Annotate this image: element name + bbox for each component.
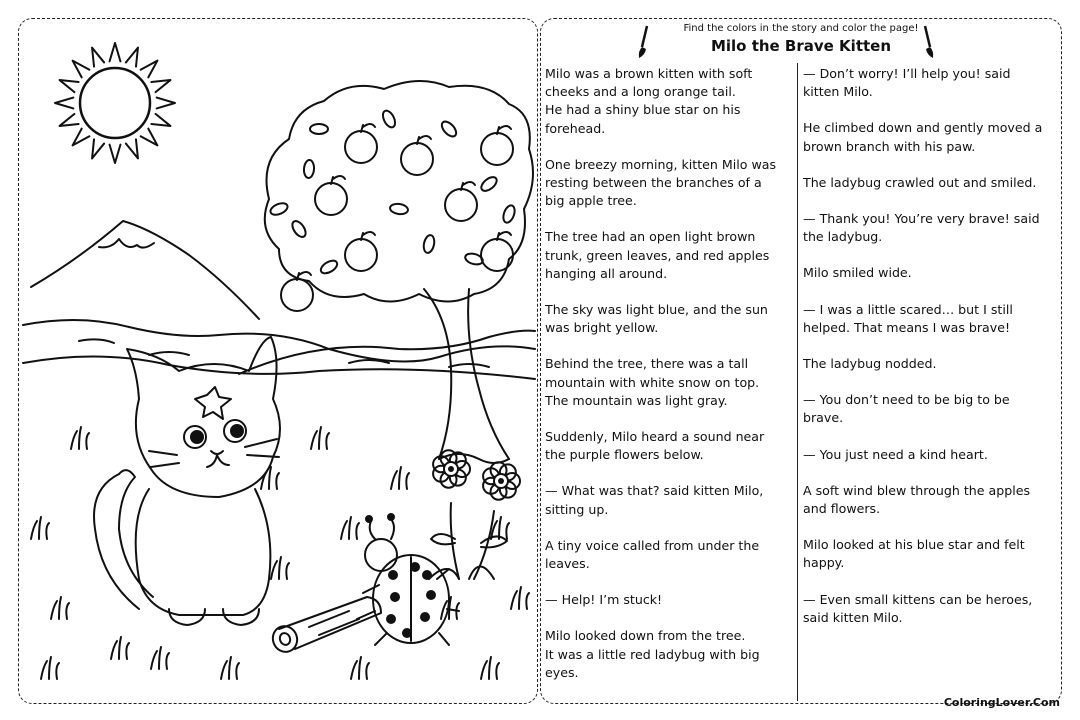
story-paragraph: [803, 355, 1055, 373]
story-line: — Even small kittens can be heroes,: [803, 591, 1033, 607]
column-divider: [797, 63, 798, 701]
story-line: A tiny voice called from under the: [545, 537, 760, 553]
story-line: A soft wind blew through the apples: [803, 482, 1031, 498]
story-paragraph: [545, 627, 795, 682]
story-line: Milo smiled wide.: [803, 265, 912, 281]
story-line: helped. That means I was brave!: [803, 319, 1011, 335]
story-paragraph: [803, 536, 1055, 572]
story-paragraph: [545, 428, 795, 464]
mountain-drawing: [31, 221, 259, 319]
log-drawing: [269, 597, 381, 655]
story-line: One breezy morning, kitten Milo was: [545, 156, 777, 172]
story-line: Milo was a brown kitten with soft: [545, 66, 753, 81]
story-line: The ladybug nodded.: [803, 356, 937, 372]
story-line: and flowers.: [803, 501, 881, 517]
story-panel: [540, 18, 1062, 704]
story-line: the purple flowers below.: [545, 447, 704, 463]
story-line: — You don’t need to be big to be: [803, 392, 1010, 408]
story-line: big apple tree.: [545, 193, 637, 209]
story-paragraph: [803, 119, 1055, 155]
instruction-text: Find the colors in the story and color the page!: [683, 23, 919, 34]
story-line: — Help! I’m stuck!: [545, 592, 663, 608]
story-paragraph: [545, 228, 795, 283]
story-paragraph: [803, 264, 1055, 282]
story-line: was bright yellow.: [545, 320, 659, 336]
story-line: Suddenly, Milo heard a sound near: [545, 429, 765, 445]
story-line: The sky was light blue, and the sun: [545, 302, 768, 318]
coloring-picture: [19, 19, 538, 704]
story-line: mountain with white snow on top.: [545, 374, 760, 390]
story-line: said kitten Milo.: [803, 609, 903, 625]
story-line: happy.: [803, 555, 845, 571]
hills-drawing: [23, 320, 535, 379]
story-line: — What was that? said kitten Milo,: [545, 483, 764, 499]
story-line: eyes.: [545, 664, 579, 680]
story-paragraph: [803, 446, 1055, 464]
story-line: — Thank you! You’re very brave! said: [803, 211, 1040, 227]
story-line: Milo looked down from the tree.: [545, 628, 746, 644]
story-column-right: [803, 65, 1055, 645]
story-paragraph: [545, 537, 795, 573]
story-line: brown branch with his paw.: [803, 138, 976, 154]
story-line: He had a shiny blue star on his: [545, 102, 741, 118]
story-line: The tree had an open light brown: [545, 229, 756, 245]
story-title: Milo the Brave Kitten: [710, 37, 892, 55]
story-line: forehead.: [545, 120, 606, 136]
story-line: hanging all around.: [545, 265, 668, 281]
story-line: leaves.: [545, 556, 590, 572]
coloring-illustration-panel: [18, 18, 538, 704]
story-line: Behind the tree, there was a tall: [545, 356, 749, 372]
story-line: cheeks and a long orange tail.: [545, 84, 736, 100]
story-paragraph: [803, 591, 1055, 627]
story-line: kitten Milo.: [803, 84, 873, 100]
site-watermark: ColoringLover.Com: [943, 696, 1060, 709]
story-paragraph: [545, 156, 795, 211]
story-line: The mountain was light gray.: [545, 392, 728, 408]
story-line: sitting up.: [545, 501, 609, 517]
story-paragraph: [803, 301, 1055, 337]
kitten-drawing: [94, 337, 280, 625]
story-paragraph: [545, 301, 795, 337]
story-line: resting between the branches of a: [545, 175, 762, 191]
story-line: It was a little red ladybug with big: [545, 646, 760, 662]
story-paragraph: [545, 65, 795, 138]
story-line: Milo looked at his blue star and felt: [803, 537, 1025, 553]
flowers-drawing: [429, 450, 520, 579]
story-line: — You just need a kind heart.: [803, 446, 988, 462]
sun-drawing: [55, 43, 175, 163]
story-paragraph: [803, 210, 1055, 246]
story-paragraph: [803, 482, 1055, 518]
story-paragraph: [545, 591, 795, 609]
story-column-left: [545, 65, 795, 700]
story-paragraph: [803, 174, 1055, 192]
story-line: — I was a little scared… but I still: [803, 301, 1013, 317]
apple-tree-drawing: [265, 81, 533, 463]
story-paragraph: [545, 355, 795, 410]
story-paragraph: [803, 391, 1055, 427]
story-line: the ladybug.: [803, 229, 883, 245]
story-line: The ladybug crawled out and smiled.: [803, 174, 1037, 190]
story-line: He climbed down and gently moved a: [803, 120, 1043, 136]
story-line: brave.: [803, 410, 844, 426]
story-paragraph: [803, 65, 1055, 101]
story-line: — Don’t worry! I’ll help you! said: [803, 66, 1011, 81]
story-paragraph: [545, 482, 795, 518]
story-line: trunk, green leaves, and red apples: [545, 247, 770, 263]
